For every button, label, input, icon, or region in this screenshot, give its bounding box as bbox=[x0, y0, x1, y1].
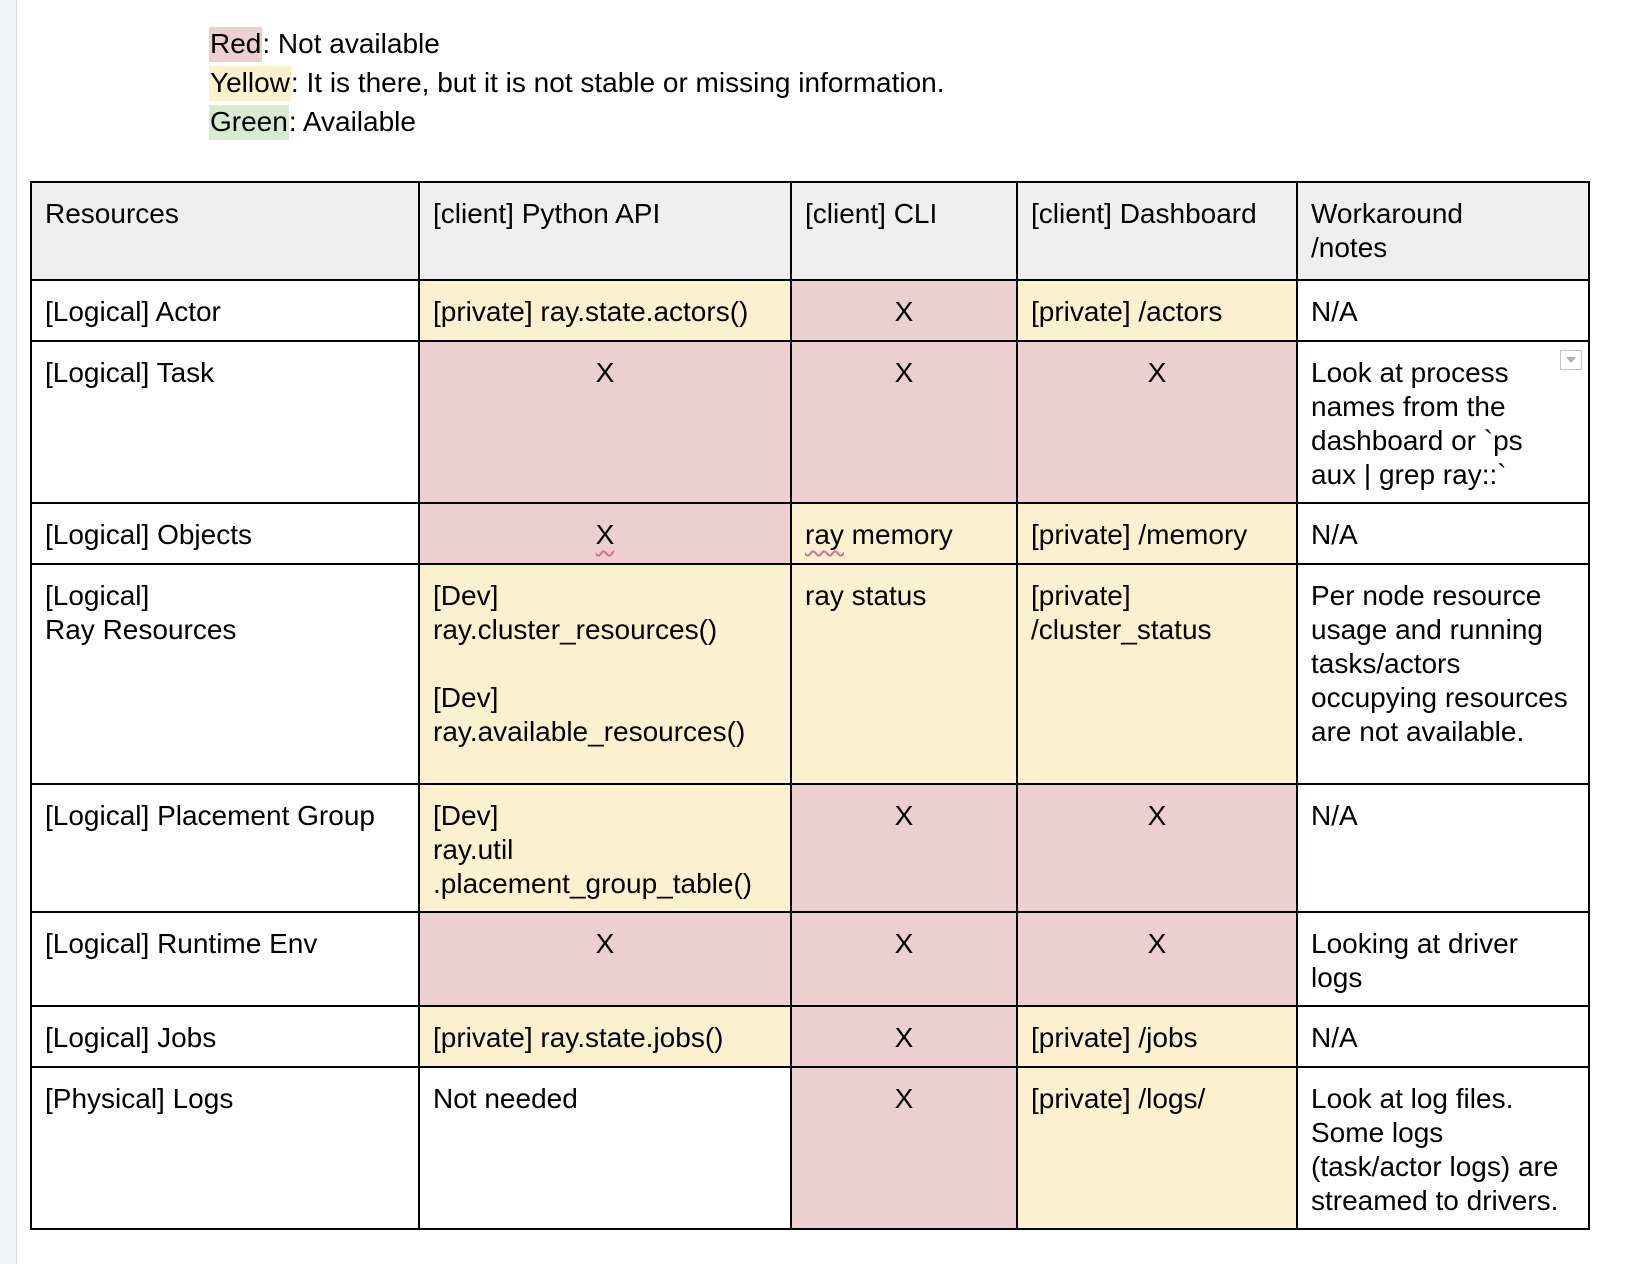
cell-text: [private] /actors bbox=[1031, 296, 1223, 327]
table-cell-white[interactable] bbox=[31, 503, 419, 564]
cell-text: [Logical] Actor bbox=[45, 296, 221, 327]
cell-text: [Logical] Task bbox=[45, 357, 215, 388]
table-cell-yellow[interactable] bbox=[419, 784, 791, 912]
cell-text: [Logical] Runtime Env bbox=[45, 928, 318, 959]
table-cell-white[interactable] bbox=[1297, 784, 1589, 912]
table-cell-yellow[interactable] bbox=[1017, 503, 1297, 564]
color-legend bbox=[209, 24, 945, 141]
table-cell-white[interactable] bbox=[31, 564, 419, 784]
cell-text: X bbox=[595, 519, 615, 550]
cell-text: X bbox=[894, 1083, 914, 1114]
table-cell-yellow[interactable] bbox=[791, 503, 1017, 564]
cell-text: Per node resource usage and running tasks/actors occupying resources are not available. bbox=[1311, 580, 1568, 747]
table-cell-red[interactable] bbox=[791, 784, 1017, 912]
spellcheck-word: ray bbox=[805, 519, 844, 550]
table-cell-red[interactable] bbox=[419, 912, 791, 1006]
table-row bbox=[31, 1067, 1589, 1229]
cell-text: Not needed bbox=[433, 1083, 578, 1114]
cell-text: [Logical] Placement Group bbox=[45, 800, 375, 831]
cell-text: [Logical] Ray Resources bbox=[45, 580, 237, 645]
cell-text: ray status bbox=[805, 580, 927, 611]
cell-text: ray memory bbox=[805, 519, 953, 550]
document-page bbox=[16, 0, 1652, 1264]
cell-text: [private] /memory bbox=[1031, 519, 1248, 550]
cell-text: Looking at driver logs bbox=[1311, 928, 1519, 993]
table-row bbox=[31, 564, 1589, 784]
table-row bbox=[31, 280, 1589, 341]
legend-swatch-green: Green bbox=[209, 105, 289, 140]
cell-text: Look at log files. Some logs (task/actor logs) are streamed to drivers. bbox=[1311, 1083, 1559, 1216]
legend-description: : Not available bbox=[262, 28, 440, 59]
cell-text: [Dev] ray.cluster_resources() [Dev] ray.available_resources() bbox=[433, 580, 746, 747]
cell-text: [private] ray.state.jobs() bbox=[433, 1022, 724, 1053]
table-cell-yellow[interactable] bbox=[419, 280, 791, 341]
cell-text: N/A bbox=[1311, 519, 1358, 550]
cell-text: [private] /jobs bbox=[1031, 1022, 1198, 1053]
table-row bbox=[31, 784, 1589, 912]
cell-text: X bbox=[894, 800, 914, 831]
table-cell-red[interactable] bbox=[791, 912, 1017, 1006]
legend-line-green bbox=[209, 102, 945, 141]
table-cell-white[interactable] bbox=[419, 1067, 791, 1229]
column-header[interactable]: [client] Python API bbox=[419, 182, 791, 280]
cell-text: N/A bbox=[1311, 800, 1358, 831]
table-cell-red[interactable] bbox=[791, 280, 1017, 341]
table-cell-red[interactable] bbox=[791, 341, 1017, 503]
cell-text: X bbox=[595, 928, 615, 959]
resource-availability-table bbox=[30, 181, 1590, 1230]
table-cell-yellow[interactable] bbox=[419, 564, 791, 784]
legend-description: : Available bbox=[288, 106, 416, 137]
cell-text: [private] /logs/ bbox=[1031, 1083, 1206, 1114]
table-cell-white[interactable] bbox=[31, 341, 419, 503]
table-cell-red[interactable] bbox=[419, 503, 791, 564]
table-cell-white[interactable] bbox=[1297, 1006, 1589, 1067]
table-row bbox=[31, 912, 1589, 1006]
cell-text: Look at process names from the dashboard or `ps aux | grep ray::` bbox=[1311, 357, 1523, 490]
table-cell-white[interactable] bbox=[31, 1067, 419, 1229]
table-cell-white[interactable] bbox=[1297, 912, 1589, 1006]
table-cell-white[interactable] bbox=[31, 784, 419, 912]
table-cell-white[interactable] bbox=[1297, 503, 1589, 564]
table-cell-white[interactable] bbox=[1297, 280, 1589, 341]
column-header[interactable]: Workaround /notes bbox=[1297, 182, 1589, 280]
cell-text: X bbox=[894, 1022, 914, 1053]
legend-line-yellow bbox=[209, 63, 945, 102]
legend-swatch-yellow: Yellow bbox=[209, 66, 291, 101]
cell-text: [Physical] Logs bbox=[45, 1083, 234, 1114]
cell-text: N/A bbox=[1311, 296, 1358, 327]
table-header-row bbox=[31, 182, 1589, 280]
table-cell-red[interactable] bbox=[1017, 341, 1297, 503]
table-row bbox=[31, 341, 1589, 503]
cell-text: [private] /cluster_status bbox=[1031, 580, 1212, 645]
column-header[interactable]: [client] CLI bbox=[791, 182, 1017, 280]
cell-text: [Logical] Jobs bbox=[45, 1022, 217, 1053]
table-cell-red[interactable] bbox=[1017, 912, 1297, 1006]
table-row bbox=[31, 503, 1589, 564]
table-cell-red[interactable] bbox=[1017, 784, 1297, 912]
table-row bbox=[31, 1006, 1589, 1067]
legend-swatch-red: Red bbox=[209, 27, 262, 62]
legend-description: : It is there, but it is not stable or missing information. bbox=[290, 67, 945, 98]
table-cell-yellow[interactable] bbox=[1017, 1006, 1297, 1067]
column-header[interactable]: Resources bbox=[31, 182, 419, 280]
table-cell-yellow[interactable] bbox=[791, 564, 1017, 784]
cell-text: X bbox=[1147, 357, 1167, 388]
table-cell-white[interactable] bbox=[1297, 564, 1589, 784]
cell-text: [Dev] ray.util .placement_group_table() bbox=[433, 800, 753, 899]
table-cell-red[interactable] bbox=[791, 1006, 1017, 1067]
table-cell-red[interactable] bbox=[791, 1067, 1017, 1229]
table-cell-white[interactable] bbox=[31, 1006, 419, 1067]
cell-text: X bbox=[894, 928, 914, 959]
cell-text: X bbox=[1147, 928, 1167, 959]
cell-text: X bbox=[1147, 800, 1167, 831]
table-cell-white[interactable] bbox=[31, 912, 419, 1006]
cell-text: N/A bbox=[1311, 1022, 1358, 1053]
table-cell-white[interactable] bbox=[1297, 341, 1589, 503]
legend-line-red bbox=[209, 24, 945, 63]
cell-text: [Logical] Objects bbox=[45, 519, 252, 550]
cell-text: X bbox=[894, 296, 914, 327]
table-cell-white[interactable] bbox=[1297, 1067, 1589, 1229]
table-cell-red[interactable] bbox=[419, 341, 791, 503]
column-header[interactable]: [client] Dashboard bbox=[1017, 182, 1297, 280]
table-cell-white[interactable] bbox=[31, 280, 419, 341]
chevron-down-icon[interactable] bbox=[1560, 350, 1582, 370]
cell-text: [private] ray.state.actors() bbox=[433, 296, 749, 327]
table-cell-yellow[interactable] bbox=[1017, 280, 1297, 341]
table-cell-yellow[interactable] bbox=[419, 1006, 791, 1067]
cell-text: X bbox=[894, 357, 914, 388]
table-cell-yellow[interactable] bbox=[1017, 1067, 1297, 1229]
table-cell-yellow[interactable] bbox=[1017, 564, 1297, 784]
cell-text: X bbox=[595, 357, 615, 388]
